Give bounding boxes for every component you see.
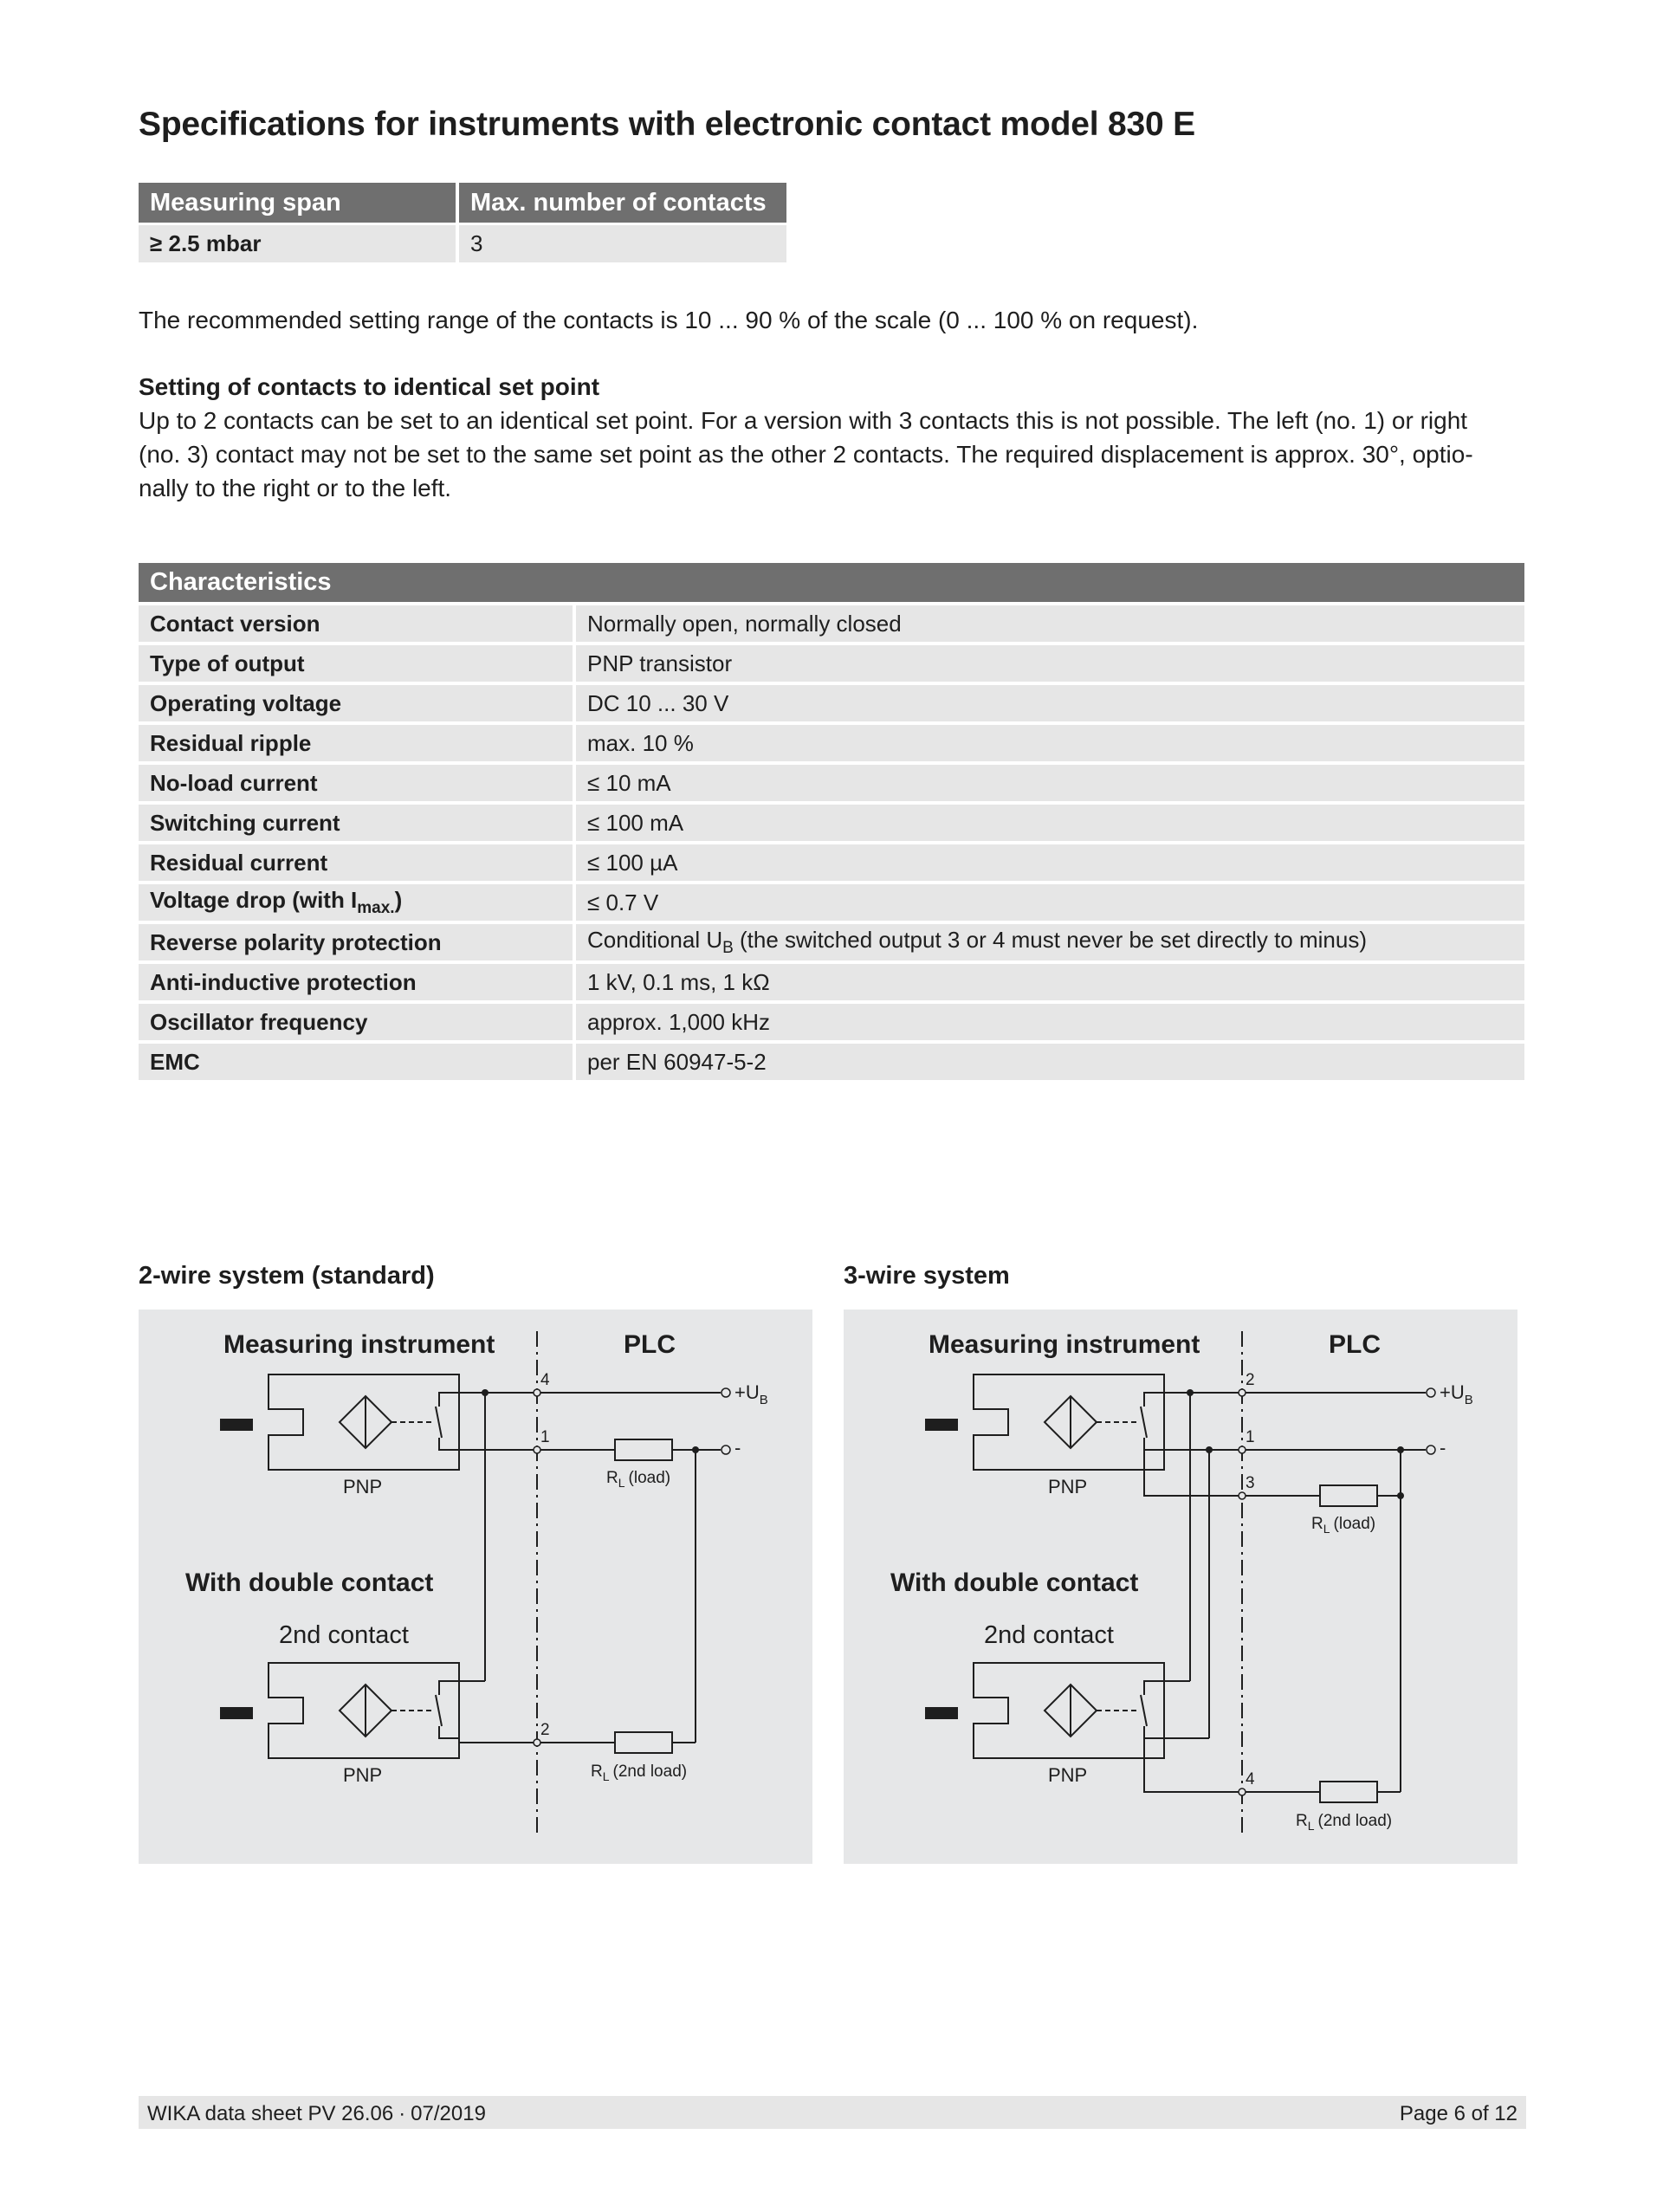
terminal-label: 2 xyxy=(540,1721,550,1739)
rl-load-label: (load) xyxy=(628,1469,671,1487)
minus-label: - xyxy=(734,1437,741,1458)
table-row xyxy=(139,723,1524,763)
header-measuring-span: Measuring span xyxy=(139,183,456,223)
char-key: Switching current xyxy=(139,803,574,843)
characteristics-table xyxy=(139,563,1524,1080)
svg-text:+UB xyxy=(1440,1381,1473,1407)
r-sub: L xyxy=(1323,1522,1330,1536)
instrument-label: Measuring instrument xyxy=(929,1330,1200,1359)
r-label: R xyxy=(1311,1515,1323,1533)
char-key: Anti-inductive protection xyxy=(139,962,574,1002)
char-value: Normally open, normally closed xyxy=(574,604,1524,644)
plc-label: PLC xyxy=(624,1330,676,1359)
minus-label: - xyxy=(1440,1437,1446,1458)
char-value: ≤ 0.7 V xyxy=(574,883,1524,922)
char-value-text: Conditional U xyxy=(587,926,723,953)
r-label: R xyxy=(591,1762,603,1781)
terminal-label: 1 xyxy=(540,1428,550,1446)
table-row xyxy=(139,683,1524,723)
ub-sub: B xyxy=(1464,1393,1473,1407)
char-value-sub: B xyxy=(722,939,734,958)
ub-label: +U xyxy=(1440,1381,1465,1403)
page-title: Specifications for instruments with electronic contact model 830 E xyxy=(139,106,1195,143)
pnp-label: PNP xyxy=(1048,1764,1088,1786)
measuring-span-value: ≥ 2.5 mbar xyxy=(139,225,456,262)
three-wire-title: 3-wire system xyxy=(844,1262,1010,1290)
char-value-suffix: (the switched output 3 or 4 must never be set directly to minus) xyxy=(733,926,1368,953)
char-key: Residual current xyxy=(139,843,574,883)
ub-sub: B xyxy=(759,1393,768,1407)
setting-line-1: Up to 2 contacts can be set to an identical set point. For a version with 3 contacts this is not possible. The left (no. 1) or right xyxy=(139,407,1468,434)
char-value: max. 10 % xyxy=(574,723,1524,763)
char-key xyxy=(139,883,574,922)
recommended-range-text: The recommended setting range of the contacts is 10 ... 90 % of the scale (0 ... 100 % on request). xyxy=(139,307,1199,333)
max-contacts-value: 3 xyxy=(459,225,786,262)
rl-2nd-load-label: (2nd load) xyxy=(1317,1812,1393,1830)
setting-heading: Setting of contacts to identical set point xyxy=(139,373,600,400)
char-value: ≤ 100 µA xyxy=(574,843,1524,883)
pnp-label: PNP xyxy=(1048,1476,1088,1497)
second-contact-label: 2nd contact xyxy=(279,1621,409,1649)
char-value: ≤ 10 mA xyxy=(574,763,1524,803)
instrument-label: Measuring instrument xyxy=(223,1330,495,1359)
terminal-label: 2 xyxy=(1246,1371,1255,1389)
char-value: DC 10 ... 30 V xyxy=(574,683,1524,723)
char-value: PNP transistor xyxy=(574,644,1524,683)
page-footer xyxy=(139,2096,1526,2129)
char-key: Operating voltage xyxy=(139,683,574,723)
double-contact-label: With double contact xyxy=(185,1568,434,1597)
char-key: Reverse polarity protection xyxy=(139,922,574,962)
setting-line-3: nally to the right or to the left. xyxy=(139,475,452,501)
measuring-span-table xyxy=(135,180,790,265)
terminal-label: 1 xyxy=(1246,1428,1255,1446)
terminal-label: 4 xyxy=(1246,1770,1255,1788)
rl-2nd-load-label: (2nd load) xyxy=(612,1762,688,1781)
setting-line-2: (no. 3) contact may not be set to the same set point as the other 2 contacts. The required displacement is approx. 30°, optio- xyxy=(139,441,1473,468)
char-key-text: Voltage drop (with I xyxy=(150,886,358,913)
two-wire-diagram xyxy=(139,1310,812,1864)
setting-section xyxy=(139,370,1524,505)
terminal-label: 3 xyxy=(1246,1474,1255,1492)
table-row xyxy=(139,922,1524,962)
second-contact-label: 2nd contact xyxy=(984,1621,1114,1649)
svg-text:RL(load) xyxy=(606,1469,670,1490)
char-key: Contact version xyxy=(139,604,574,644)
char-key: Type of output xyxy=(139,644,574,683)
table-row xyxy=(139,644,1524,683)
char-value: ≤ 100 mA xyxy=(574,803,1524,843)
table-row xyxy=(139,1002,1524,1042)
pnp-label: PNP xyxy=(343,1764,383,1786)
pnp-label: PNP xyxy=(343,1476,383,1497)
table-row xyxy=(139,803,1524,843)
char-key: Residual ripple xyxy=(139,723,574,763)
char-value: per EN 60947-5-2 xyxy=(574,1042,1524,1080)
plc-label: PLC xyxy=(1329,1330,1381,1359)
table-row xyxy=(139,604,1524,644)
table-row xyxy=(139,763,1524,803)
char-key: EMC xyxy=(139,1042,574,1080)
terminal-label: 4 xyxy=(540,1371,550,1389)
char-key-sub: max. xyxy=(357,899,395,918)
table-row xyxy=(139,1042,1524,1080)
svg-text:+UB xyxy=(734,1381,768,1407)
two-wire-title: 2-wire system (standard) xyxy=(139,1262,435,1290)
page-number: Page 6 of 12 xyxy=(1399,2102,1517,2125)
double-contact-label: With double contact xyxy=(890,1568,1139,1597)
char-value: approx. 1,000 kHz xyxy=(574,1002,1524,1042)
footer-left: WIKA data sheet PV 26.06 ∙ 07/2019 xyxy=(147,2102,486,2125)
table-row xyxy=(139,962,1524,1002)
char-key-suffix: ) xyxy=(394,886,403,913)
rl-load-label: (load) xyxy=(1333,1515,1376,1533)
svg-text:RL(2nd load) xyxy=(1296,1812,1392,1833)
table-row xyxy=(139,883,1524,922)
char-value xyxy=(574,922,1524,962)
r-sub: L xyxy=(1307,1819,1315,1833)
three-wire-diagram xyxy=(844,1310,1517,1864)
header-max-contacts: Max. number of contacts xyxy=(459,183,786,223)
char-key: No-load current xyxy=(139,763,574,803)
svg-text:RL(load) xyxy=(1311,1515,1375,1536)
r-label: R xyxy=(1296,1812,1308,1830)
svg-text:RL(2nd load) xyxy=(591,1762,687,1783)
table-row xyxy=(139,843,1524,883)
char-value: 1 kV, 0.1 ms, 1 kΩ xyxy=(574,962,1524,1002)
characteristics-header: Characteristics xyxy=(139,563,1524,604)
r-label: R xyxy=(606,1469,618,1487)
r-sub: L xyxy=(602,1769,610,1783)
char-key: Oscillator frequency xyxy=(139,1002,574,1042)
r-sub: L xyxy=(618,1476,625,1490)
ub-label: +U xyxy=(734,1381,760,1403)
